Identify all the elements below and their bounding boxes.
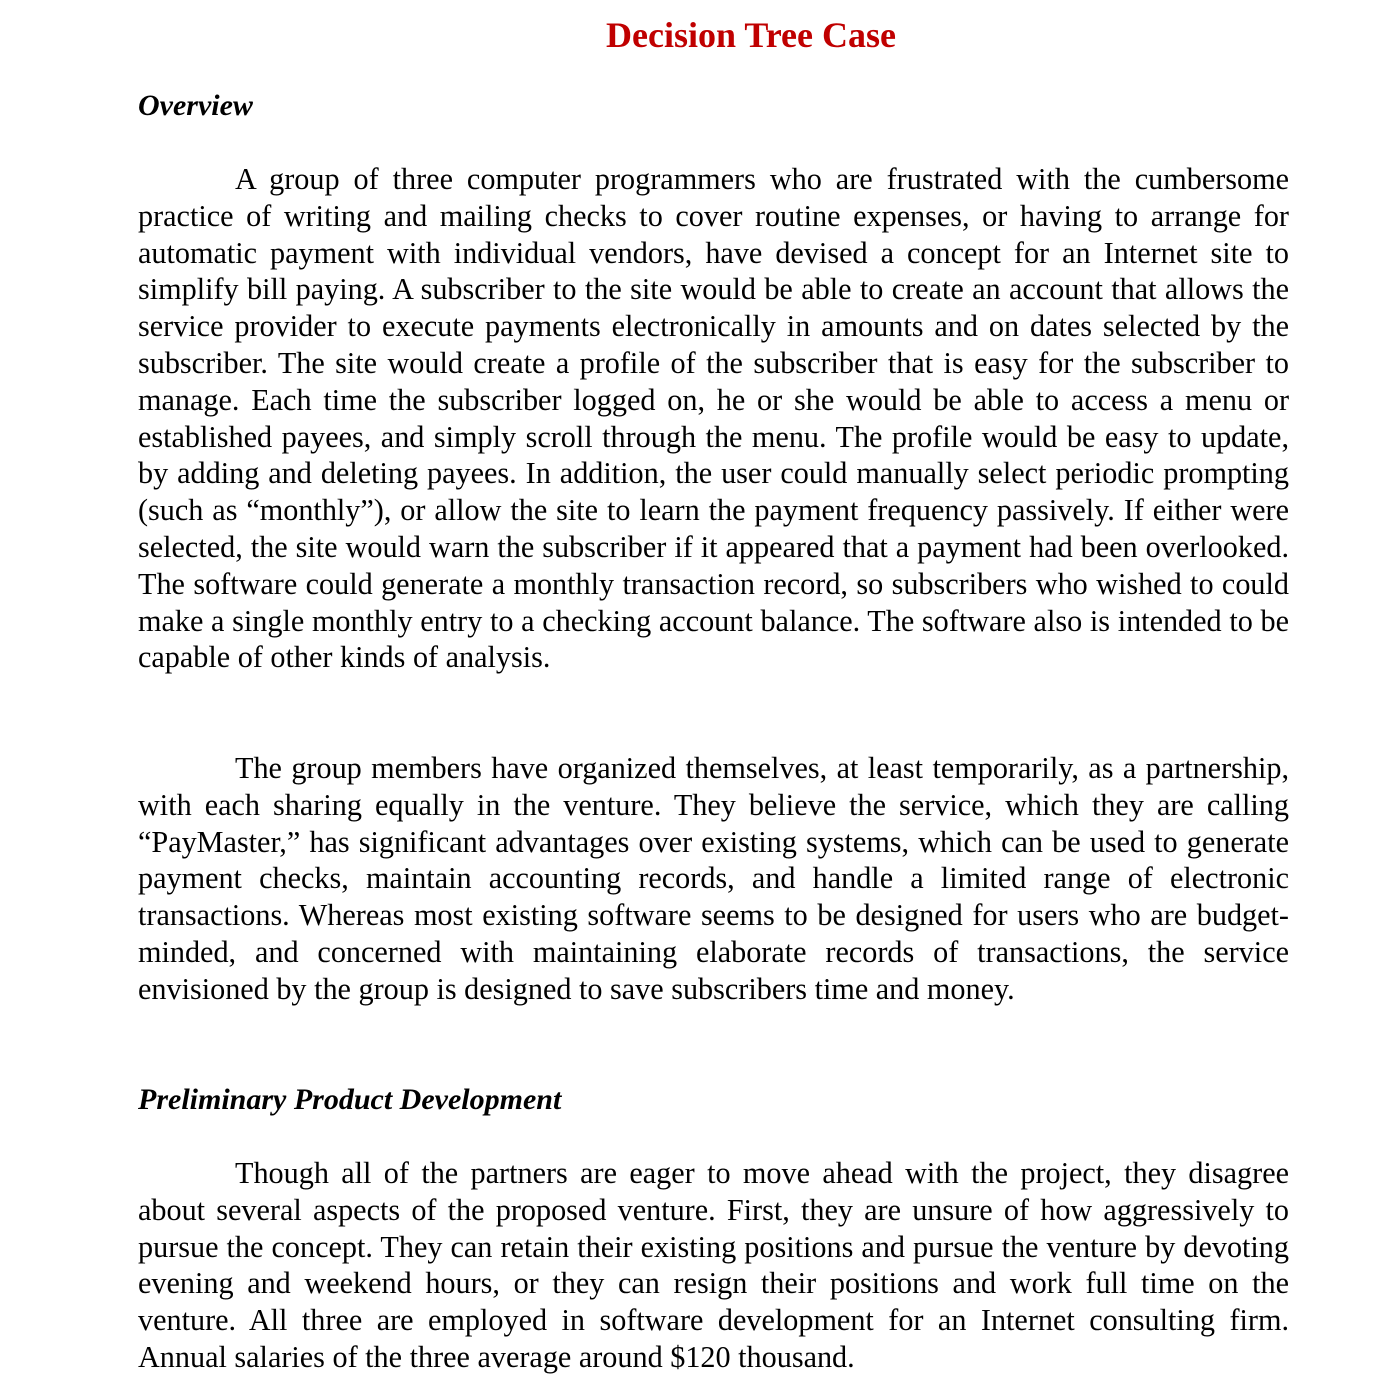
section-heading-preliminary-product-development: Preliminary Product Development xyxy=(138,1083,562,1116)
section-heading-overview: Overview xyxy=(138,89,253,122)
overview-paragraph-2: The group members have organized themselves, at least temporarily, as a partnership, with each sharing equally in the venture. They believe the service, which they are calling “PayMaster,” has significant advantages over existing systems, which can be used to generate payment checks, maintain accounting records, and handle a limited range of electronic transactions. Whereas most existing software seems to be designed for users who are budget-minded, and concerned with maintaining elaborate records of transactions, the service envisioned by the group is designed to save subscribers time and money. xyxy=(138,751,1289,1006)
overview-paragraph-1: A group of three computer programmers who are frustrated with the cumbersome practice of writing and mailing checks to cover routine expenses, or having to arrange for automatic payment with individual vendors, have devised a concept for an Internet site to simplify bill paying. A subscriber to the site would be able to create an account that allows the service provider to execute payments electronically in amounts and on dates selected by the subscriber. The site would create a profile of the subscriber that is easy for the subscriber to manage. Each time the subscriber logged on, he or she would be able to access a menu or established payees, and simply scroll through the menu. The profile would be easy to update, by adding and deleting payees. In addition, the user could manually select periodic prompting (such as “monthly”), or allow the site to learn the payment frequency passively. If either were selected, the site would warn the subscriber if it appeared that a payment had been overlooked. The software could generate a monthly transaction record, so subscribers who wished to could make a single monthly entry to a checking account balance. The software also is intended to be capable of other kinds of analysis. xyxy=(138,162,1289,675)
preliminary-paragraph-1: Though all of the partners are eager to move ahead with the project, they disagree about several aspects of the proposed venture. First, they are unsure of how aggressively to pursue the concept. They can retain their existing positions and pursue the venture by devoting evening and weekend hours, or they can resign their positions and work full time on the venture. All three are employed in software development for an Internet consulting firm. Annual salaries of the three average around $120 thousand. xyxy=(138,1156,1289,1374)
document-title: Decision Tree Case xyxy=(606,15,896,55)
